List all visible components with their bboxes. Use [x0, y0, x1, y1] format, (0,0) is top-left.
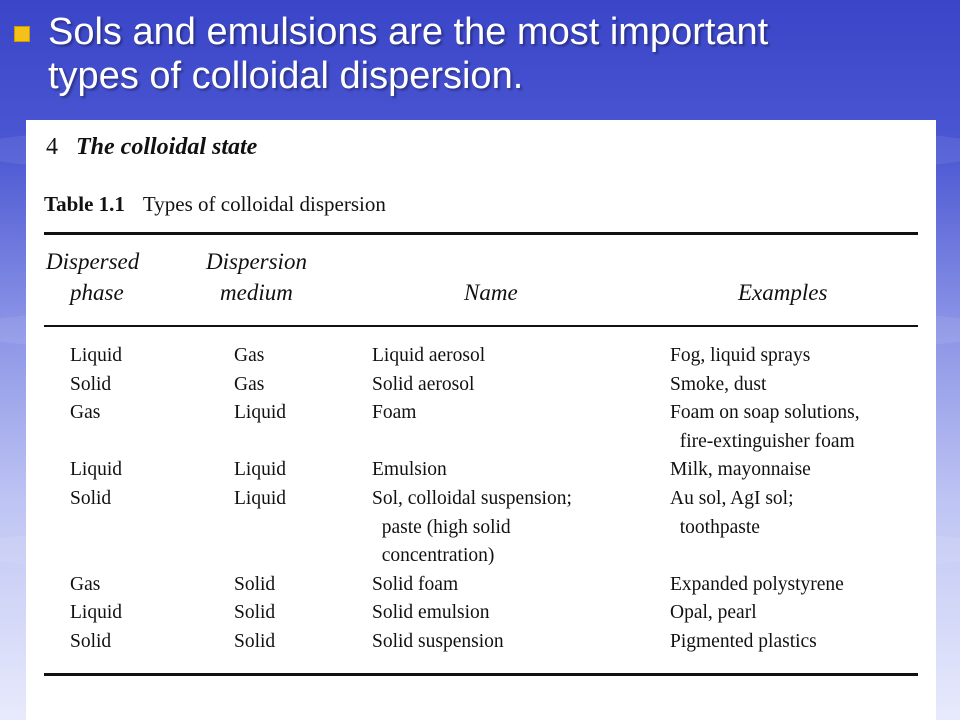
table-cell-dispersed: Gas [70, 573, 101, 595]
running-head-title: The colloidal state [76, 134, 258, 160]
table-cell-name: Sol, colloidal suspension; paste (high solid concentration) [372, 488, 572, 567]
top-rule [44, 232, 918, 235]
header-examples: Examples [738, 280, 828, 305]
table-cell-medium: Solid [234, 602, 276, 624]
table-cell-medium: Liquid [234, 459, 286, 481]
table-cell-examples: Expanded polystyrene [670, 573, 844, 595]
table-cell-examples: Au sol, AgI sol; toothpaste [670, 488, 794, 538]
header-line: medium [220, 280, 293, 305]
header-rule [44, 325, 918, 327]
bullet-text [48, 10, 768, 98]
table-cell-dispersed: Liquid [70, 459, 122, 481]
table-title: Types of colloidal dispersion [142, 192, 386, 216]
running-head [46, 134, 257, 161]
table-cell-medium: Liquid [234, 488, 286, 509]
table-cell-dispersed: Solid [70, 631, 112, 652]
header-line: Dispersion [206, 249, 307, 274]
table-cell-examples: Milk, mayonnaise [670, 459, 811, 481]
table-cell-dispersed: Solid [70, 488, 112, 509]
header-dispersed-phase [46, 246, 139, 308]
table-cell-name: Foam [372, 402, 417, 424]
table-cell-examples: Fog, liquid sprays [670, 345, 811, 366]
table-cell-examples: Opal, pearl [670, 602, 757, 624]
table-cell-medium: Liquid [234, 402, 286, 424]
table-cell-examples: Pigmented plastics [670, 631, 817, 652]
table-cell-medium: Gas [234, 373, 265, 395]
table-cell-dispersed: Gas [70, 402, 101, 424]
table-cell-name: Solid suspension [372, 631, 504, 652]
header-line: phase [70, 280, 124, 305]
bullet-text-line: types of colloidal dispersion. [48, 55, 524, 97]
table-label: Table 1.1 [44, 192, 125, 216]
table-cell-examples: Foam on soap solutions, fire-extinguisher foam [670, 402, 860, 452]
table-cell-name: Emulsion [372, 459, 447, 481]
table-cell-medium: Solid [234, 631, 276, 652]
table-cell-name: Solid foam [372, 573, 459, 595]
table-cell-name: Liquid aerosol [372, 345, 486, 366]
table-cell-medium: Gas [234, 345, 265, 366]
table-cell-name: Solid aerosol [372, 373, 475, 395]
page-number: 4 [46, 134, 58, 160]
table-caption [44, 192, 386, 217]
bullet-text-line: Sols and emulsions are the most important [48, 11, 769, 53]
header-line: Dispersed [46, 249, 140, 274]
table-cell-dispersed: Liquid [70, 345, 122, 366]
slide-bullet [14, 10, 944, 98]
scanned-table-image [26, 120, 936, 720]
table-cell-dispersed: Liquid [70, 602, 122, 624]
table-cell-medium: Solid [234, 573, 276, 595]
table-cell-dispersed: Solid [70, 373, 112, 395]
header-dispersion-medium [206, 246, 307, 308]
square-bullet-icon [14, 26, 30, 42]
table-cell-name: Solid emulsion [372, 602, 490, 624]
table-cell-examples: Smoke, dust [670, 373, 767, 395]
header-name: Name [464, 280, 518, 305]
bottom-rule [44, 673, 918, 676]
